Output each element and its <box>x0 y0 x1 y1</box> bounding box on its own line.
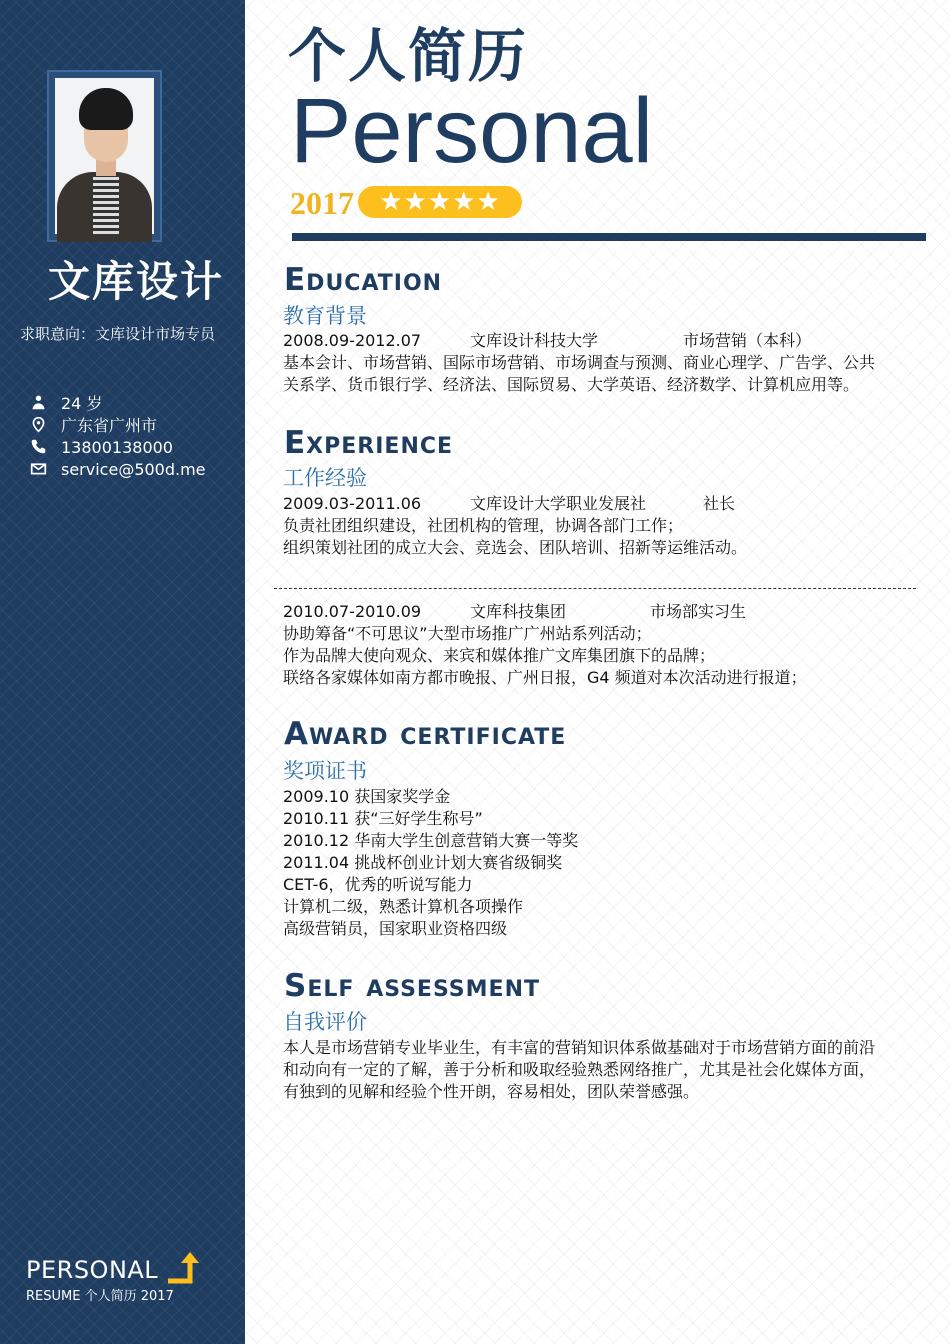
award-item: 2009.10 获国家奖学金 <box>283 787 451 806</box>
contact-icons <box>30 394 50 482</box>
education-date: 2008.09-2012.07 <box>283 331 422 350</box>
experience-date: 2009.03-2011.06 <box>283 494 422 513</box>
self-heading: Self assessment <box>284 968 540 1004</box>
person-icon <box>30 394 50 416</box>
footer-subtitle: RESUME 个人简历 2017 <box>26 1289 174 1304</box>
job-intent: 求职意向：文库设计市场专员 <box>20 325 216 343</box>
dashed-divider <box>274 588 916 589</box>
education-courses <box>283 352 913 396</box>
award-item: CET-6，优秀的听说写能力 <box>283 875 473 894</box>
self-assessment-text <box>283 1037 913 1103</box>
education-major: 市场营销（本科） <box>683 331 812 350</box>
contact-email: service@500d.me <box>61 460 206 479</box>
self-subheading: 自我评价 <box>283 1010 367 1034</box>
detail-line: 协助筹备“不可思议”大型市场推广广州站系列活动； <box>283 624 652 643</box>
award-item: 2010.11 获“三好学生称号” <box>283 809 483 828</box>
location-icon <box>30 416 50 438</box>
education-school: 文库设计科技大学 <box>470 331 599 350</box>
header-year: 2017 <box>290 185 354 221</box>
award-item: 高级营销员，国家职业资格四级 <box>283 919 508 938</box>
candidate-name: 文库设计 <box>48 257 225 306</box>
award-item: 计算机二级，熟悉计算机各项操作 <box>283 897 524 916</box>
education-subheading: 教育背景 <box>283 304 367 328</box>
title-divider <box>292 233 926 241</box>
assessment-line: 和动向有一定的了解，善于分析和吸取经验熟悉网络推广，尤其是社会化媒体方面， <box>283 1060 876 1079</box>
star-rating: ★★★★★ <box>358 186 522 218</box>
experience-details <box>283 623 913 689</box>
award-item: 2010.12 华南大学生创意营销大赛一等奖 <box>283 831 579 850</box>
experience-role: 市场部实习生 <box>650 602 747 621</box>
education-heading: Education <box>284 262 443 298</box>
assessment-line: 本人是市场营销专业毕业生，有丰富的营销知识体系做基础对于市场营销方面的前沿 <box>283 1038 876 1057</box>
experience-date: 2010.07-2010.09 <box>283 602 422 621</box>
experience-org: 文库设计大学职业发展社 <box>470 494 647 513</box>
course-line: 关系学、货币银行学、经济法、国际贸易、大学英语、经济数学、计算机应用等。 <box>283 375 860 394</box>
contact-phone: 13800138000 <box>61 438 173 457</box>
experience-org: 文库科技集团 <box>470 602 567 621</box>
awards-list <box>283 786 913 940</box>
assessment-line: 有独到的见解和经验个性开朗，容易相处，团队荣誉感强。 <box>283 1082 700 1101</box>
phone-icon <box>30 438 50 460</box>
title-chinese: 个人简历 <box>288 22 529 90</box>
award-item: 2011.04 挑战杯创业计划大赛省级铜奖 <box>283 853 563 872</box>
profile-photo-frame <box>47 70 162 242</box>
contact-list <box>61 393 241 481</box>
detail-line: 负责社团组织建设，社团机构的管理，协调各部门工作； <box>283 516 684 535</box>
experience-role: 社长 <box>703 494 736 513</box>
arrow-up-icon <box>166 1249 202 1285</box>
awards-subheading: 奖项证书 <box>283 759 367 783</box>
detail-line: 组织策划社团的成立大会、竞选会、团队培训、招新等运维活动。 <box>283 538 748 557</box>
sidebar <box>0 0 245 1344</box>
contact-location: 广东省广州市 <box>61 416 158 435</box>
awards-heading: Award certificate <box>284 716 567 752</box>
mail-icon <box>30 460 50 482</box>
footer-logo: PERSONAL <box>26 1256 159 1284</box>
contact-age: 24 岁 <box>61 394 103 413</box>
experience-heading: Experience <box>284 425 454 461</box>
experience-details <box>283 515 913 559</box>
title-english: Personal <box>290 80 654 182</box>
detail-line: 联络各家媒体如南方都市晚报、广州日报，G4 频道对本次活动进行报道； <box>283 668 807 687</box>
profile-photo <box>55 78 154 234</box>
detail-line: 作为品牌大使向观众、来宾和媒体推广文库集团旗下的品牌； <box>283 646 716 665</box>
course-line: 基本会计、市场营销、国际市场营销、市场调查与预测、商业心理学、广告学、公共 <box>283 353 876 372</box>
experience-subheading: 工作经验 <box>283 466 367 490</box>
